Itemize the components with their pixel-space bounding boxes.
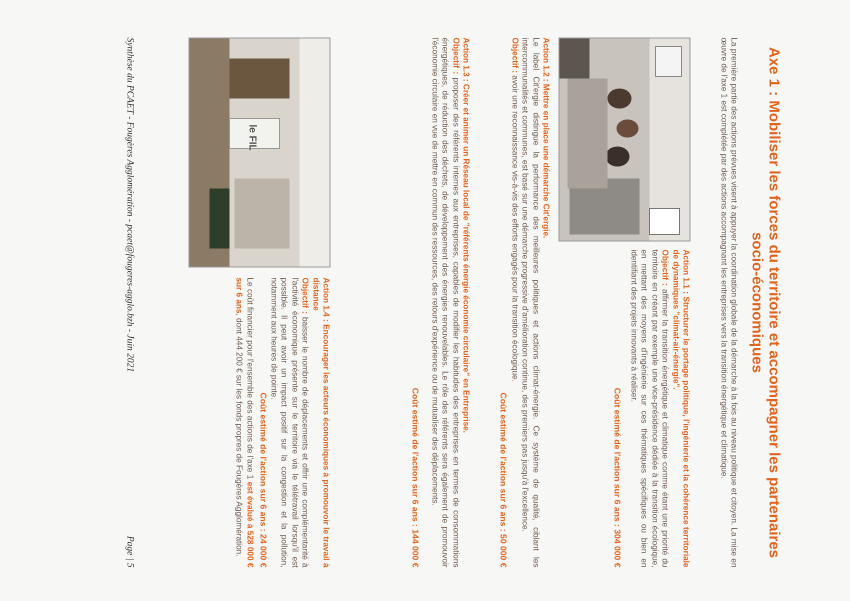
- action-1-2-heading: Action 1.2 : Mettre en place une démarche Cit'ergie.: [541, 37, 551, 239]
- action-1-3-objectif-label: Objectif :: [451, 37, 461, 75]
- action-1-3-objectif: proposer des référents internes aux entreprises, capables de modifier les habitudes des entreprises en termes de consommations énergétiques, de réduction des déchets, de développement des énergies renouvelables. Le rôle des référents sera également de promouvoir l'économie circulaire en vue de mettre en commun des ressources, des retours d'expérience ou de mutualiser des déplacements.: [430, 37, 461, 568]
- action-1-4: [233, 278, 330, 568]
- summary-paragraph: [233, 278, 254, 568]
- action-1-4-objectif-label: Objectif :: [300, 277, 310, 314]
- action-1-1-objectif-label: Objectif :: [660, 249, 670, 286]
- action-1-3-cost: Coût estimé de l'action sur 6 ans : 144 000 €: [410, 387, 421, 568]
- summary-pre: Le coût financier pour l'ensemble des actions de l'axe 1: [245, 277, 255, 480]
- office-photo-image: [190, 39, 330, 267]
- action-1-3: [411, 38, 471, 568]
- page-title: Axe 1 : Mobiliser les forces du territoire et accompagner les partenaires socio-économiques: [748, 46, 783, 559]
- footer-page-number: Page | 5: [124, 535, 135, 568]
- action-1-1-heading: Action 1.1 : Structurer le portage politique, l'ingénierie et la cohérence territoriale de dynamiques "climat-air-énergie".: [671, 249, 691, 568]
- footer-left: Synthèse du PCAET - Fougères Agglomération - pcaet@fougeres-agglo.bzh - Juin 2021: [124, 37, 135, 373]
- action-1-4-cost: Coût estimé de l'action sur 6 ans : 24 000 €: [258, 392, 269, 568]
- meeting-photo-image: [560, 39, 690, 241]
- action-1-3-heading: Action 1.3 : Créer et animer un Réseau local de "référents énergie économie circulaire" en Entreprise.: [461, 37, 471, 433]
- action-1-4-heading: Action 1.4 : Encourager les acteurs économiques à promouvoir le travail à distance: [311, 277, 331, 568]
- office-sign-text: le FIL: [246, 124, 258, 151]
- action-1-2-objectif-label: Objectif :: [510, 37, 520, 73]
- page-footer: [125, 38, 135, 568]
- intro-paragraph: La première partie des actions prévues visent à appuyer la coordination globale de la démarche à la fois au niveau politique et citoyen. La mise en œuvre de l'axe 1 est complétée par des actions accompagnant les entreprises vers la transition énergétique et climatique.: [719, 37, 739, 568]
- action-1-1-objectif: affirmer la transition énergétique et climatique comme étant une priorité du territoire en créant par exemple une vice-présidence dédiée à la transition écologique, en mettant des moyens d'ingénierie sur ces thématiques spécifiques ou bien en identifiant des projets innovants à réaliser.: [629, 249, 670, 568]
- meeting-photo: [559, 38, 691, 242]
- action-1-1: [612, 250, 690, 568]
- action-1-1-cost: Coût estimé de l'action sur 6 ans : 304 000 €: [612, 387, 623, 568]
- summary-bold: est évalué à 528 000 € sur 6 ans: [234, 277, 255, 568]
- action-1-2-objectif: avoir une reconnaissance vis-à-vis des efforts engagés pour la transition écologique.: [510, 75, 520, 382]
- action-1-2-text: Le label Cit'ergie distingue la performance des meilleures politiques et actions climat-énergie. Ce système de qualité, ciblant les intercommunalités et communes, est basé sur une démarche progressive d'amélioration continue, des premiers pas jusqu'à l'excellence.: [520, 37, 541, 568]
- office-photo: [189, 38, 331, 268]
- summary-post: , dont 444 200 € sur les fonds propres de Fougères Agglomération.: [234, 313, 244, 557]
- action-1-2-cost: Coût estimé de l'action sur 6 ans : 50 000 €: [498, 392, 509, 568]
- action-1-4-objectif: baisser le nombre de déplacements et offrir une complémentarité à l'activité économique présente sur le territoire via le télétravail lorsqu'il est possible. Il peut avoir un impact positif sur la congestion et la pollution, notamment aux heures de pointe.: [269, 277, 310, 568]
- rotated-document: [1, 0, 850, 601]
- action-1-2: [499, 38, 551, 568]
